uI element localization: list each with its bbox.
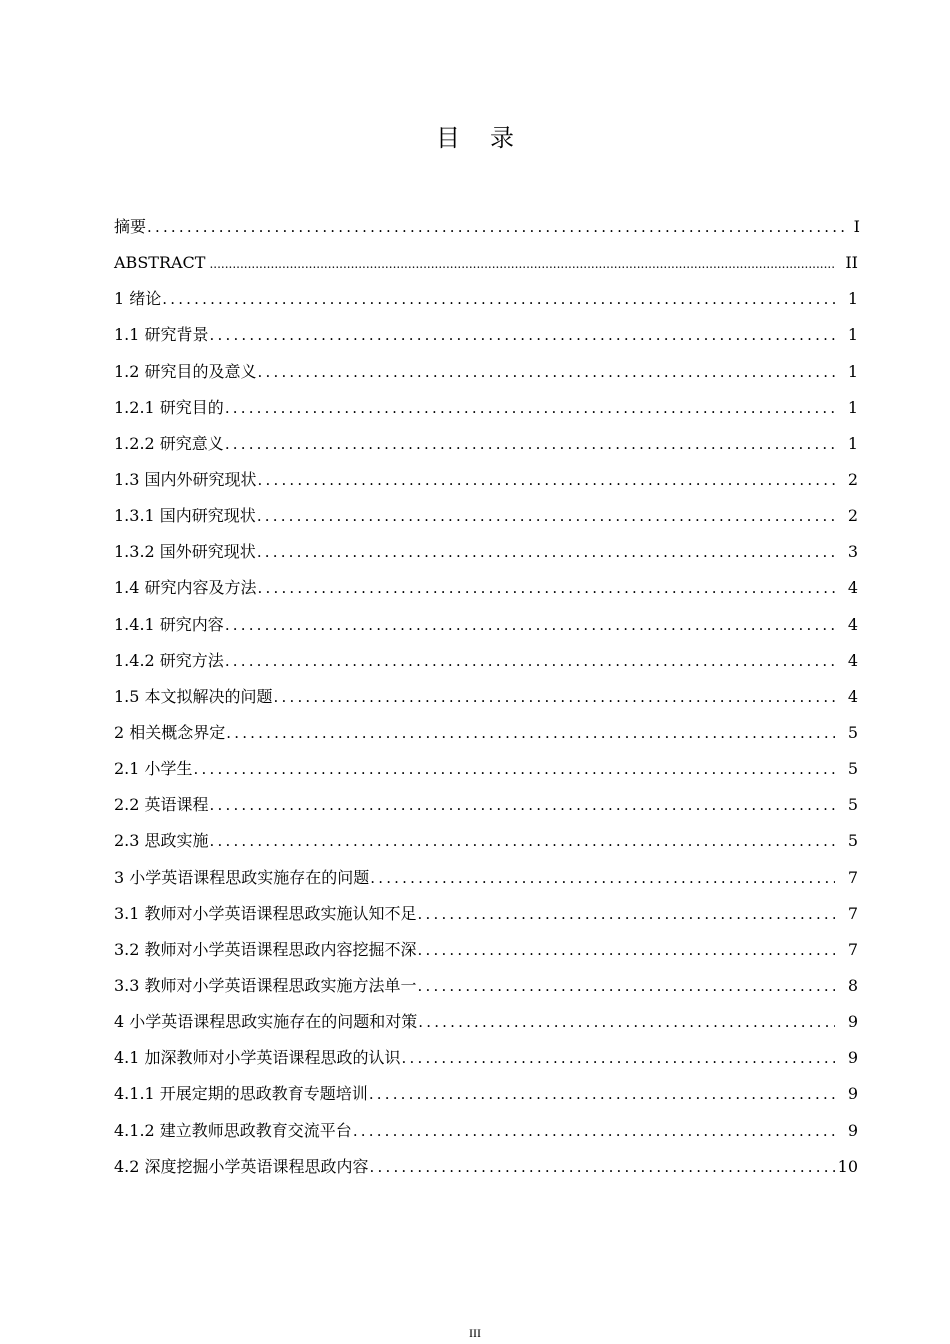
- toc-entry-page: 8: [847, 975, 858, 995]
- toc-leader-dots: [147, 209, 849, 245]
- toc-entry-label: 1.2 研究目的及意义: [114, 361, 257, 381]
- toc-entry-label: 4.1 加深教师对小学英语课程思政的认识: [114, 1048, 401, 1068]
- toc-entry[interactable]: [114, 860, 860, 896]
- toc-leader-dots: [225, 607, 835, 643]
- toc-leader-dots: [225, 426, 835, 462]
- toc-entry-label: 1.5 本文拟解决的问题: [114, 686, 273, 706]
- toc-entry-label: 摘要: [114, 217, 147, 236]
- toc-leader-dots: [418, 896, 835, 932]
- toc-entry-label: 2.3 思政实施: [114, 831, 209, 851]
- toc-entry-label: 2 相关概念界定: [114, 722, 226, 742]
- toc-leader-dots: [258, 462, 835, 498]
- toc-entry[interactable]: [114, 390, 860, 426]
- toc-entry[interactable]: [114, 1149, 860, 1185]
- toc-entry-label: 2.1 小学生: [114, 759, 193, 779]
- toc-leader-dots: [258, 570, 835, 606]
- toc-entry[interactable]: [114, 245, 860, 281]
- toc-entry[interactable]: [114, 1040, 860, 1076]
- toc-entry[interactable]: [114, 751, 860, 787]
- toc-leader-dots: [353, 1113, 835, 1149]
- toc-entry-page: II: [845, 253, 858, 273]
- toc-entry-page: 9: [847, 1084, 858, 1104]
- toc-entry-page: 1: [847, 361, 858, 381]
- toc-leader-dots: [210, 823, 835, 859]
- toc-entry-page: 4: [847, 578, 858, 598]
- page-number: III: [469, 1326, 481, 1340]
- toc-entry-label: 3.2 教师对小学英语课程思政内容挖掘不深: [114, 939, 417, 959]
- toc-entry[interactable]: [114, 787, 860, 823]
- toc-leader-dots: [257, 498, 835, 534]
- toc-entry[interactable]: [114, 498, 860, 534]
- toc-leader-dots: [209, 246, 835, 282]
- toc-entry[interactable]: [114, 281, 860, 317]
- toc-entry-label: 1.2.2 研究意义: [114, 433, 224, 453]
- toc-leader-dots: [418, 932, 835, 968]
- toc-leader-dots: [370, 1149, 835, 1185]
- toc-entry-label: 4.2 深度挖掘小学英语课程思政内容: [114, 1156, 369, 1176]
- toc-entry-page: 9: [847, 1048, 858, 1068]
- toc-entry-page: 5: [847, 722, 858, 742]
- toc-entry-label: 2.2 英语课程: [114, 795, 209, 815]
- toc-entry[interactable]: [114, 643, 860, 679]
- toc-entry[interactable]: [114, 462, 860, 498]
- toc-entry[interactable]: [114, 1076, 860, 1112]
- toc-entry-page: 2: [847, 506, 858, 526]
- toc-entry-label: 1.4 研究内容及方法: [114, 578, 257, 598]
- toc-entry-label: 1.4.1 研究内容: [114, 614, 224, 634]
- toc-entry-page: 1: [847, 325, 858, 345]
- toc-leader-dots: [210, 317, 835, 353]
- toc-entry[interactable]: [114, 209, 860, 245]
- toc-leader-dots: [210, 787, 835, 823]
- toc-entry[interactable]: [114, 570, 860, 606]
- toc-entry[interactable]: [114, 715, 860, 751]
- toc-entry[interactable]: [114, 823, 860, 859]
- toc-entry-label: 4 小学英语课程思政实施存在的问题和对策: [114, 1012, 418, 1032]
- toc-entry-page: 4: [847, 650, 858, 670]
- page-title: 目录: [436, 124, 544, 152]
- toc-entry-page: 1: [847, 397, 858, 417]
- toc-entry-page: 4: [847, 686, 858, 706]
- toc-entry-label: 1.3 国内外研究现状: [114, 469, 257, 489]
- toc-entry-page: 3: [847, 542, 858, 562]
- toc-entry[interactable]: [114, 896, 860, 932]
- toc-leader-dots: [402, 1040, 835, 1076]
- toc-leader-dots: [226, 715, 835, 751]
- toc-leader-dots: [194, 751, 835, 787]
- toc-entry[interactable]: [114, 968, 860, 1004]
- toc-leader-dots: [258, 354, 835, 390]
- toc-entry-page: 7: [847, 903, 858, 923]
- toc-leader-dots: [369, 1076, 835, 1112]
- toc-entry-page: 10: [837, 1156, 858, 1176]
- toc-entry-label: 1.2.1 研究目的: [114, 397, 224, 417]
- toc-entry-page: 5: [847, 831, 858, 851]
- toc-entry-page: 7: [847, 939, 858, 959]
- toc-entry-label: 1.3.2 国外研究现状: [114, 542, 256, 562]
- toc-entry[interactable]: [114, 1113, 860, 1149]
- toc-entry[interactable]: [114, 317, 860, 353]
- toc-entry-label: 1.4.2 研究方法: [114, 650, 224, 670]
- toc-entry-label: 1.1 研究背景: [114, 325, 209, 345]
- toc-entry-label: 1 绪论: [114, 289, 162, 309]
- toc-entry-page: I: [853, 217, 860, 236]
- toc-entry[interactable]: [114, 679, 860, 715]
- toc-entry[interactable]: [114, 534, 860, 570]
- toc-entry-page: 1: [847, 433, 858, 453]
- toc-leader-dots: [225, 643, 835, 679]
- toc-entry-page: 9: [847, 1120, 858, 1140]
- toc-entry-label: 1.3.1 国内研究现状: [114, 506, 256, 526]
- toc-entry-label: 4.1.2 建立教师思政教育交流平台: [114, 1120, 352, 1140]
- toc-leader-dots: [418, 968, 835, 1004]
- toc-leader-dots: [418, 1004, 835, 1040]
- toc-entry[interactable]: [114, 426, 860, 462]
- toc-entry[interactable]: [114, 607, 860, 643]
- toc-entry-label: 3 小学英语课程思政实施存在的问题: [114, 867, 370, 887]
- table-of-contents: [114, 209, 860, 1185]
- toc-leader-dots: [274, 679, 835, 715]
- toc-entry-page: 9: [847, 1012, 858, 1032]
- toc-entry[interactable]: [114, 354, 860, 390]
- toc-leader-dots: [162, 281, 835, 317]
- toc-entry-label: 4.1.1 开展定期的思政教育专题培训: [114, 1084, 368, 1104]
- toc-leader-dots: [257, 534, 835, 570]
- toc-entry-label: 3.1 教师对小学英语课程思政实施认知不足: [114, 903, 417, 923]
- toc-entry[interactable]: [114, 1004, 860, 1040]
- toc-entry-page: 4: [847, 614, 858, 634]
- toc-entry-page: 5: [847, 795, 858, 815]
- toc-entry-page: 2: [847, 469, 858, 489]
- toc-entry-label: 3.3 教师对小学英语课程思政实施方法单一: [114, 975, 417, 995]
- toc-entry-page: 5: [847, 759, 858, 779]
- toc-leader-dots: [225, 390, 835, 426]
- toc-entry-page: 1: [847, 289, 858, 309]
- toc-entry-page: 7: [847, 867, 858, 887]
- toc-leader-dots: [370, 860, 835, 896]
- toc-entry-label: ABSTRACT: [114, 253, 206, 273]
- toc-entry[interactable]: [114, 932, 860, 968]
